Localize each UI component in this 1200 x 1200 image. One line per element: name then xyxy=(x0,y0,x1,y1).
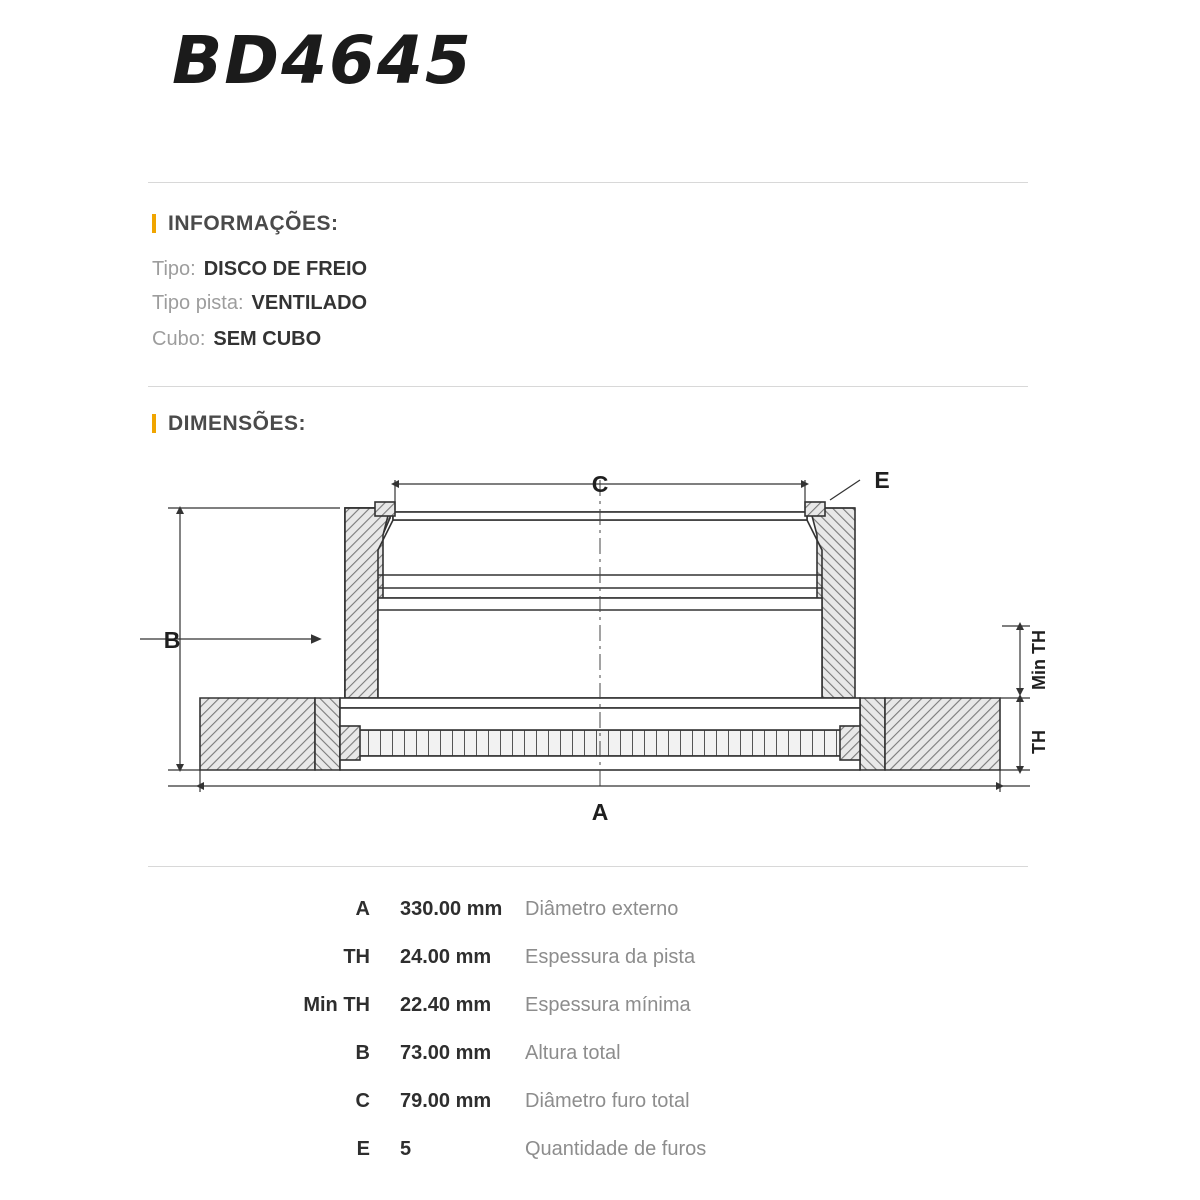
dim-label-min-th: Min TH xyxy=(1029,630,1049,690)
dimension-description: Diâmetro furo total xyxy=(525,1090,690,1112)
dimension-code: A xyxy=(355,898,370,920)
table-row xyxy=(150,1082,1030,1130)
accent-bar-icon xyxy=(152,214,156,233)
dimension-description: Quantidade de furos xyxy=(525,1138,707,1160)
dimension-value: 79.00 mm xyxy=(400,1090,492,1112)
table-row xyxy=(150,938,1030,986)
dim-label-a: A xyxy=(591,799,609,825)
divider-middle xyxy=(148,386,1028,387)
info-value: SEM CUBO xyxy=(213,328,322,350)
dim-label-e: E xyxy=(874,467,890,493)
info-label: Tipo: xyxy=(152,258,196,280)
dimension-description: Diâmetro externo xyxy=(525,898,679,920)
info-row xyxy=(152,258,367,281)
dimension-code: B xyxy=(355,1042,370,1064)
informacoes-heading xyxy=(152,212,339,236)
dim-label-c: C xyxy=(591,471,609,497)
dimension-code: E xyxy=(356,1138,370,1160)
dimension-description: Espessura mínima xyxy=(525,994,691,1016)
table-row xyxy=(150,890,1030,938)
dimension-value: 22.40 mm xyxy=(400,994,492,1016)
dimension-value: 330.00 mm xyxy=(400,898,503,920)
dimension-code: Min TH xyxy=(303,994,370,1016)
page-title: BD4645 xyxy=(172,22,473,99)
brake-disc-cross-section-diagram xyxy=(140,440,1060,850)
info-row xyxy=(152,292,367,315)
table-row xyxy=(150,1130,1030,1178)
dimension-description: Altura total xyxy=(525,1042,621,1064)
dimension-code: TH xyxy=(343,946,370,968)
divider-bottom xyxy=(148,866,1028,867)
info-row xyxy=(152,328,321,351)
info-value: DISCO DE FREIO xyxy=(203,258,368,280)
dimension-value: 5 xyxy=(400,1138,412,1160)
dimensoes-heading xyxy=(152,412,306,436)
table-row xyxy=(150,1034,1030,1082)
info-label: Cubo: xyxy=(152,328,206,350)
dimensoes-heading-label: DIMENSÕES: xyxy=(168,412,307,435)
divider-top xyxy=(148,182,1028,183)
info-label: Tipo pista: xyxy=(152,292,244,314)
dimension-code: C xyxy=(355,1090,370,1112)
info-value: VENTILADO xyxy=(251,292,368,314)
table-row xyxy=(150,986,1030,1034)
informacoes-heading-label: INFORMAÇÕES: xyxy=(168,212,339,235)
dimensions-table xyxy=(150,890,1030,1178)
dimension-value: 73.00 mm xyxy=(400,1042,492,1064)
dim-label-th: TH xyxy=(1029,730,1049,754)
accent-bar-icon xyxy=(152,414,156,433)
dimension-description: Espessura da pista xyxy=(525,946,696,968)
dimension-value: 24.00 mm xyxy=(400,946,492,968)
dim-label-b: B xyxy=(163,627,181,653)
